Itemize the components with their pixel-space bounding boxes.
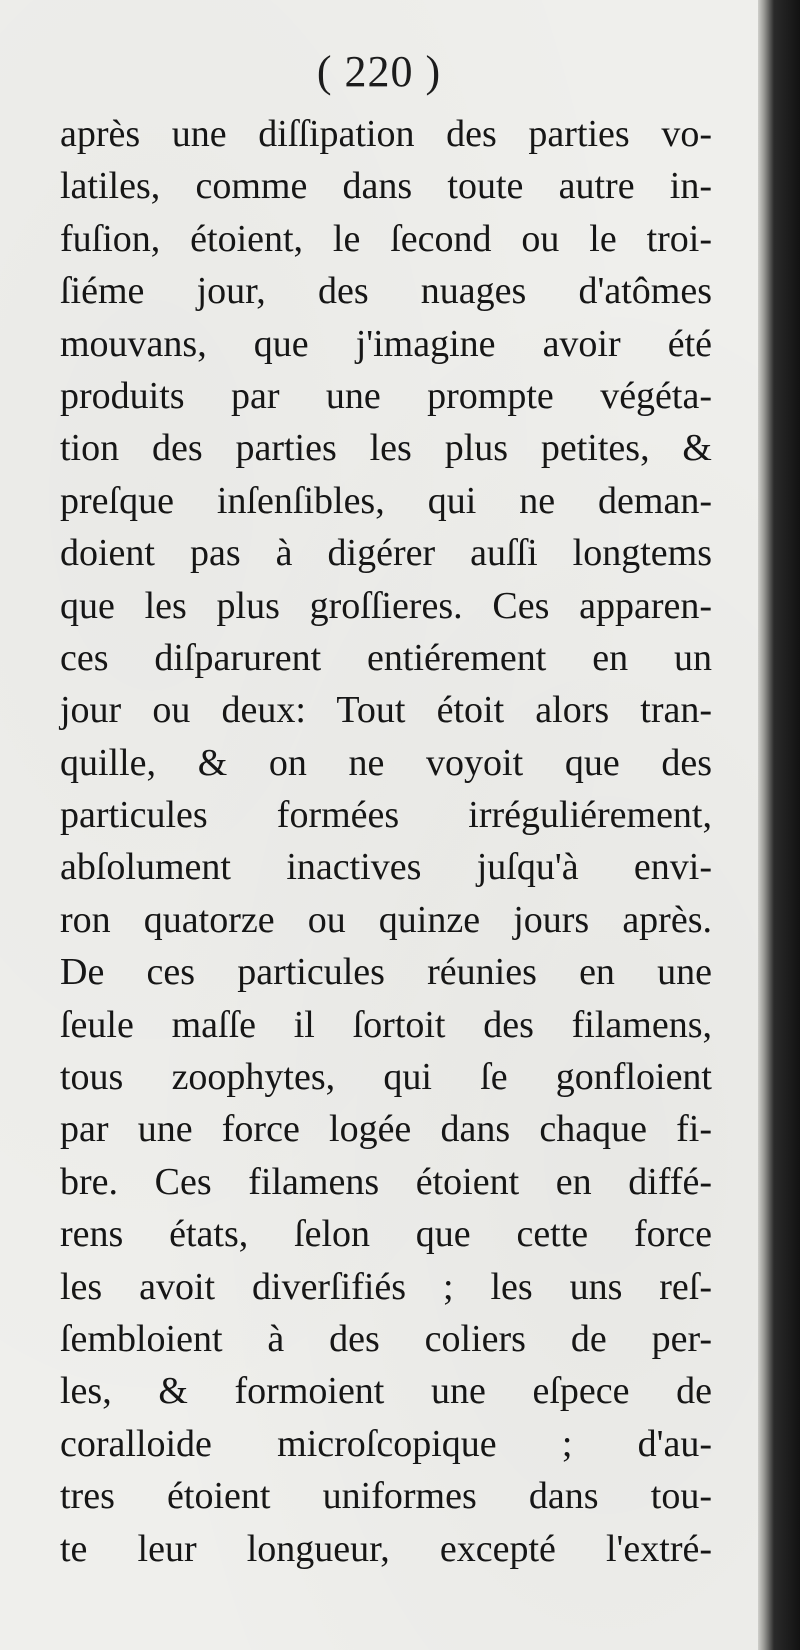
text-line: ſembloient à des coliers de per- xyxy=(60,1317,712,1360)
text-line: latiles, comme dans toute autre in- xyxy=(60,165,712,208)
text-line: les avoit diverſifiés ; les uns reſ- xyxy=(60,1265,712,1308)
text-line: jour ou deux: Tout étoit alors tran- xyxy=(60,689,712,732)
text-line: particules formées irréguliérement, xyxy=(60,794,712,837)
text-line: te leur longueur, excepté l'extré- xyxy=(60,1527,712,1570)
text-line: tous zoophytes, qui ſe gonfloient xyxy=(60,1056,712,1099)
text-line: ſiéme jour, des nuages d'atômes xyxy=(60,270,712,313)
text-line: tres étoient uniformes dans tou- xyxy=(60,1475,712,1518)
text-line: ron quatorze ou quinze jours après. xyxy=(60,898,712,941)
text-line: ſeule maſſe il ſortoit des filamens, xyxy=(60,1003,712,1046)
text-line: mouvans, que j'imagine avoir été xyxy=(60,322,712,365)
text-line: bre. Ces filamens étoient en diffé- xyxy=(60,1160,712,1203)
text-line: ces diſparurent entiérement en un xyxy=(60,636,712,679)
text-line: après une diſſipation des parties vo- xyxy=(60,113,712,155)
text-line: abſolument inactives juſqu'à envi- xyxy=(60,846,712,889)
text-line: De ces particules réunies en une xyxy=(60,951,712,994)
text-line: quille, & on ne voyoit que des xyxy=(60,741,712,784)
body-text xyxy=(60,108,712,1575)
text-line: que les plus groſſieres. Ces apparen- xyxy=(60,584,712,627)
text-line: par une force logée dans chaque fi- xyxy=(60,1108,712,1151)
text-line: preſque inſenſibles, qui ne deman- xyxy=(60,479,712,522)
text-line: produits par une prompte végéta- xyxy=(60,374,712,417)
page-number: ( 220 ) xyxy=(316,47,442,96)
text-line: tion des parties les plus petites, & xyxy=(60,427,712,470)
text-line: les, & formoient une eſpece de xyxy=(60,1370,712,1413)
text-line: fuſion, étoient, le ſecond ou le troi- xyxy=(60,217,712,260)
text-line: coralloide microſcopique ; d'au- xyxy=(60,1422,712,1465)
text-line: rens états, ſelon que cette force xyxy=(60,1213,712,1256)
text-line: doient pas à digérer auſſi longtems xyxy=(60,532,712,575)
page-edge-shadow xyxy=(758,0,800,1650)
